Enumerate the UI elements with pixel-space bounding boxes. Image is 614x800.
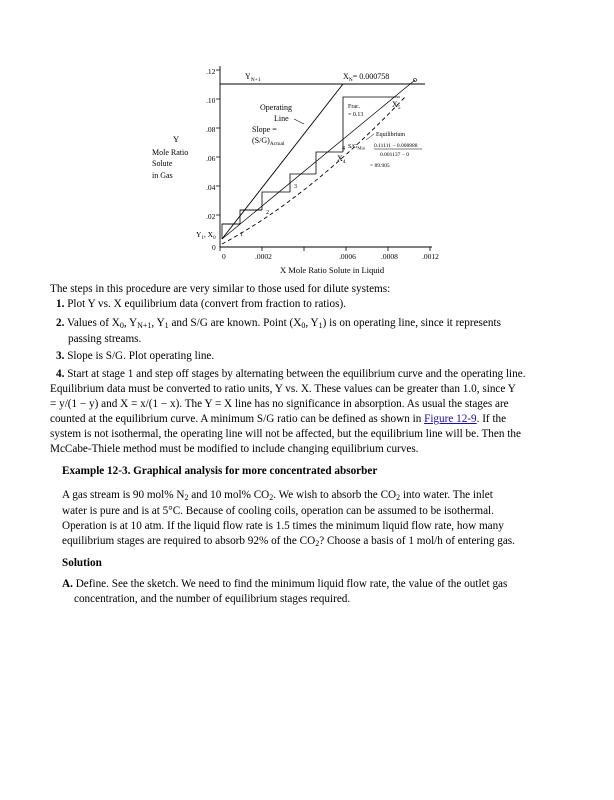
xn-label: $X_N= 0.000758$ bbox=[343, 72, 390, 83]
example-line-4: equilibrium stages are required to absorb 92% of the $CO_2$? Choose a basis of 1 mol/h of entering gas. bbox=[62, 535, 515, 548]
step-number: 1. bbox=[56, 298, 65, 310]
x-ticks bbox=[220, 247, 439, 261]
intro-text: The steps in this procedure are very similar to those used for dilute systems: bbox=[50, 283, 391, 295]
sg-min-result: = 89.905 bbox=[370, 163, 390, 169]
equilibrium-curve bbox=[222, 97, 405, 244]
paragraph-line-4: system is not isothermal, the operating line will not be affected, but the equilibrium line will be. Then the bbox=[50, 428, 521, 440]
sg-min-numerator: 0.11111 − 0.008888 bbox=[374, 143, 418, 149]
y-axis-title-line4: in Gas bbox=[152, 171, 173, 180]
step-number: 3. bbox=[56, 350, 65, 362]
y-tick-label: .10 bbox=[206, 96, 216, 105]
operating-line-label-1: Operating bbox=[260, 103, 292, 112]
stage-number: 3 bbox=[294, 184, 297, 190]
equilibrium-label: Equilibrium bbox=[376, 132, 405, 138]
solution-a: A. Define. See the sketch. We need to find the minimum liquid flow rate, the value of the outlet gas bbox=[62, 578, 508, 590]
example-line-2: water is pure and is at 5°C. Because of cooling coils, operation can be assumed to be isothermal. bbox=[62, 505, 494, 517]
y1-x0-label: $Y_1$, $X_0$ bbox=[196, 230, 216, 241]
y-axis-title-line2: Mole Ratio bbox=[152, 148, 189, 157]
example-line-3: Operation is at 10 atm. If the liquid flow rate is 1.5 times the minimum liquid flow rate, how many bbox=[62, 520, 504, 532]
y-tick-label: .02 bbox=[206, 212, 216, 221]
sg-min-denominator: 0.001137 − 0 bbox=[380, 152, 410, 158]
slope-label-2: $(S/G)_{Actual}$ bbox=[252, 136, 285, 147]
yn1-label: $Y_{N+1}$ bbox=[245, 72, 261, 83]
step-number: 4. bbox=[56, 368, 65, 380]
step-2: 2. Values of $X_0$, $Y_{N+1}$, $Y_1$ and S/G are known. Point ($X_0$, $Y_1$) is on operating line, since it represents bbox=[56, 317, 501, 330]
paragraph-line-3: counted at the equilibrium curve. A minimum S/G ratio can be defined as shown in Figure 12-9. If the bbox=[50, 413, 507, 425]
x-tick-label: .0008 bbox=[381, 252, 398, 261]
step-3 bbox=[56, 349, 564, 364]
operating-line-label-2: Line bbox=[274, 114, 289, 123]
x5-label: $X_5$ bbox=[392, 100, 401, 111]
x4-label: $X_4$ bbox=[337, 154, 346, 165]
y-tick-label: .12 bbox=[206, 67, 216, 76]
step-text: Slope is S/G. Plot operating line. bbox=[67, 350, 215, 362]
step-4 bbox=[56, 367, 564, 382]
x-tick-label: .0006 bbox=[339, 252, 356, 261]
y-tick-label: .08 bbox=[206, 125, 216, 134]
y-tick-label: 0 bbox=[212, 243, 216, 252]
x-axis-title: X Mole Ratio Solute in Liquid bbox=[280, 265, 385, 275]
y-axis-title-line3: Solute bbox=[152, 159, 173, 168]
frac-label-1: Frac. bbox=[348, 104, 361, 110]
y-tick-label: .04 bbox=[206, 183, 216, 192]
y-tick-label: .06 bbox=[206, 154, 216, 163]
paragraph-line-2: = y/(1 − y) and X = x/(1 − x). The Y = X line has no significance in absorption. As usual the stages are bbox=[50, 398, 509, 410]
x-tick-label: 0 bbox=[222, 252, 226, 261]
example-heading: Example 12-3. Graphical analysis for more concentrated absorber bbox=[62, 465, 378, 477]
step-text: Start at stage 1 and step off stages by alternating between the equilibrium curve and the operating line. bbox=[67, 368, 526, 380]
solution-a-label: A. bbox=[62, 578, 73, 590]
example-line-1: A gas stream is 90 mol% $N_2$ and 10 mol% $CO_2$. We wish to absorb the $CO_2$ into water. The inlet bbox=[62, 489, 493, 502]
sg-min-label: $S/G_{Min}$ bbox=[348, 144, 365, 151]
figure-12-9-link[interactable]: Figure 12-9 bbox=[424, 413, 477, 425]
step-1 bbox=[56, 297, 564, 312]
x-tick-label: .0012 bbox=[422, 252, 439, 261]
frac-label-2: = 0.13 bbox=[348, 112, 364, 118]
step-number: 2. bbox=[56, 317, 65, 329]
y-axis-title-line1: Y bbox=[173, 134, 180, 144]
y-ticks bbox=[206, 67, 220, 252]
mccabe-thiele-figure bbox=[152, 52, 460, 278]
solution-heading: Solution bbox=[62, 557, 102, 569]
paragraph-line-5: McCabe-Thiele method must be modified to include changing equilibrium curves. bbox=[50, 443, 419, 455]
paragraph-line-1: Equilibrium data must be converted to ratio units, Y vs. X. These values can be greater than 1.0, since Y bbox=[50, 383, 516, 395]
stage-number: 2 bbox=[266, 210, 269, 216]
x-tick-label: .0002 bbox=[255, 252, 272, 261]
step-2-continued: passing streams. bbox=[68, 333, 142, 345]
solution-a-continued: concentration, and the number of equilibrium stages required. bbox=[74, 593, 351, 605]
stage-number: 1 bbox=[240, 232, 243, 238]
slope-label-1: Slope = bbox=[252, 125, 277, 134]
stage-number: 4 bbox=[342, 146, 345, 152]
step-text: Plot Y vs. X equilibrium data (convert from fraction to ratios). bbox=[67, 298, 346, 310]
min-slope-line bbox=[222, 80, 415, 239]
